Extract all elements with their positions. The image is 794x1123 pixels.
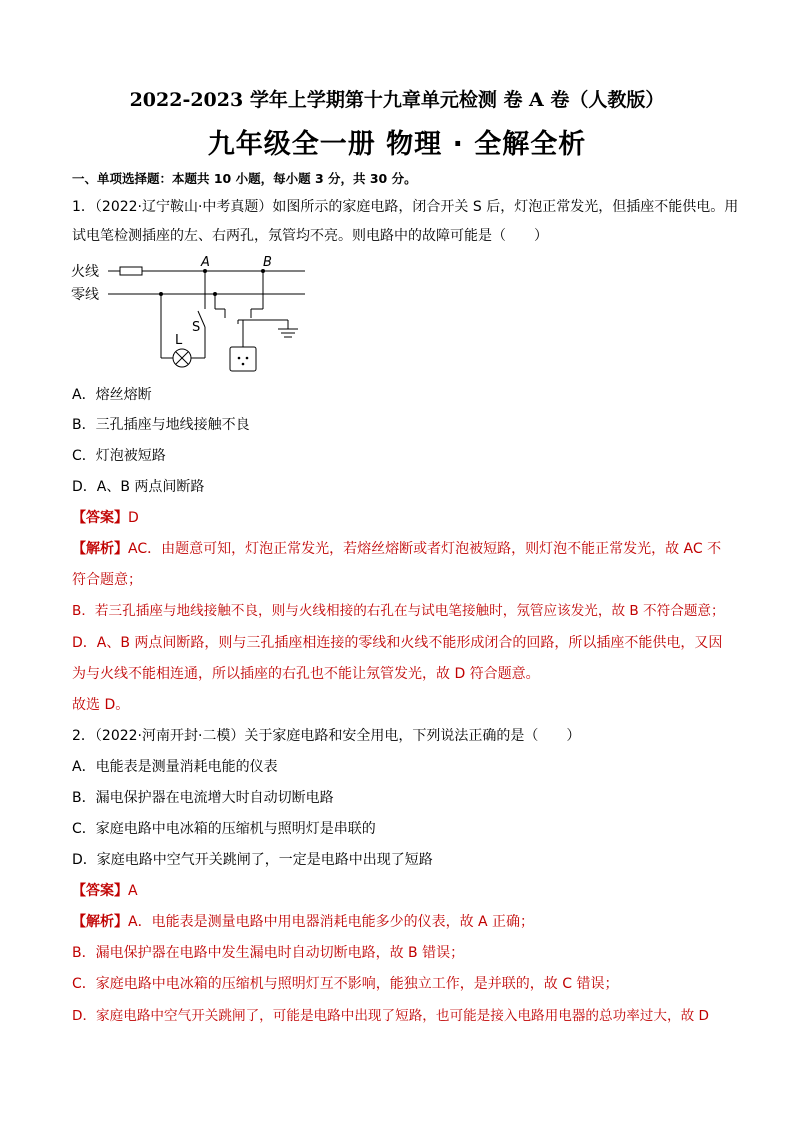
q2-option-d: D．家庭电路中空气开关跳闸了，一定是电路中出现了短路 [72, 852, 433, 868]
q2-analysis-line2: B．漏电保护器在电路中发生漏电时自动切断电路，故 B 错误； [72, 945, 465, 961]
q2-answer-value: A [128, 883, 138, 899]
q1-analysis-line2: 符合题意； [72, 572, 142, 588]
q2-option-c: C．家庭电路中电冰箱的压缩机与照明灯是串联的 [72, 821, 376, 837]
q1-conclusion: 故选 D。 [72, 697, 130, 713]
socket-icon [230, 347, 256, 371]
section-heading: 一、单项选择题：本题共 10 小题，每小题 3 分，共 30 分。 [72, 171, 417, 186]
q1-option-d: D．A、B 两点间断路 [72, 479, 205, 495]
q2-analysis-line4: D．家庭电路中空气开关跳闸了，可能是电路中出现了短路，也可能是接入电路用电器的总功率过大，故 D [72, 1008, 709, 1024]
q1-option-b: B．三孔插座与地线接触不良 [72, 417, 250, 433]
q2-analysis-tag: 【解析】 [72, 914, 128, 930]
q2-option-b: B．漏电保护器在电流增大时自动切断电路 [72, 790, 334, 806]
q1-analysis-tag: 【解析】 [72, 541, 128, 557]
point-b-label: B [263, 255, 272, 270]
q2-answer-tag: 【答案】 [72, 883, 128, 899]
q1-analysis-line5: 为与火线不能相连通，所以插座的右孔也不能让氖管发光，故 D 符合题意。 [72, 666, 540, 682]
q1-circuit-diagram [70, 252, 310, 374]
q2-analysis-line3: C．家庭电路中电冰箱的压缩机与照明灯互不影响，能独立工作，是并联的，故 C 错误； [72, 976, 619, 992]
q2-stem: 2．（2022·河南开封·二模）关于家庭电路和安全用电，下列说法正确的是（ ） [72, 728, 581, 744]
q2-option-a: A．电能表是测量消耗电能的仪表 [72, 759, 278, 775]
q1-option-c: C．灯泡被短路 [72, 448, 166, 464]
point-a-label: A [201, 255, 210, 270]
q1-analysis-line3: B．若三孔插座与地线接触不良，则与火线相接的右孔在与试电笔接触时，氖管应该发光，故 B 不符合题意； [72, 603, 725, 619]
q2-analysis-line1: 【解析】A．电能表是测量电路中用电器消耗电能多少的仪表，故 A 正确； [72, 914, 535, 930]
q1-answer [72, 508, 139, 528]
neutral-wire-label: 零线 [71, 287, 99, 303]
fuse-icon [120, 267, 142, 275]
q1-stem-line1: 1．（2022·辽宁鞍山·中考真题）如图所示的家庭电路，闭合开关 S 后，灯泡正常发光，但插座不能供电。用 [72, 199, 739, 215]
q1-analysis-line1: 【解析】AC．由题意可知，灯泡正常发光，若熔丝熔断或者灯泡被短路，则灯泡不能正常发光，故 AC 不 [72, 541, 722, 557]
switch-label: S [192, 320, 201, 335]
q2-answer [72, 881, 138, 901]
document-title: 2022-2023 学年上学期第十九章单元检测 卷 A 卷（人教版） [129, 89, 665, 111]
document-subtitle: 九年级全一册 物理 · 全解全析 [207, 129, 587, 160]
lamp-label: L [175, 333, 183, 348]
q1-option-a: A．熔丝熔断 [72, 387, 152, 403]
live-wire-label: 火线 [71, 264, 99, 280]
q1-answer-tag: 【答案】 [72, 510, 128, 526]
q1-answer-value: D [128, 510, 139, 526]
q1-stem-line2: 试电笔检测插座的左、右两孔，氖管均不亮。则电路中的故障可能是（ ） [72, 228, 548, 244]
q1-analysis-line4: D．A、B 两点间断路，则与三孔插座相连接的零线和火线不能形成闭合的回路，所以插座不能供电，又因 [72, 635, 723, 651]
